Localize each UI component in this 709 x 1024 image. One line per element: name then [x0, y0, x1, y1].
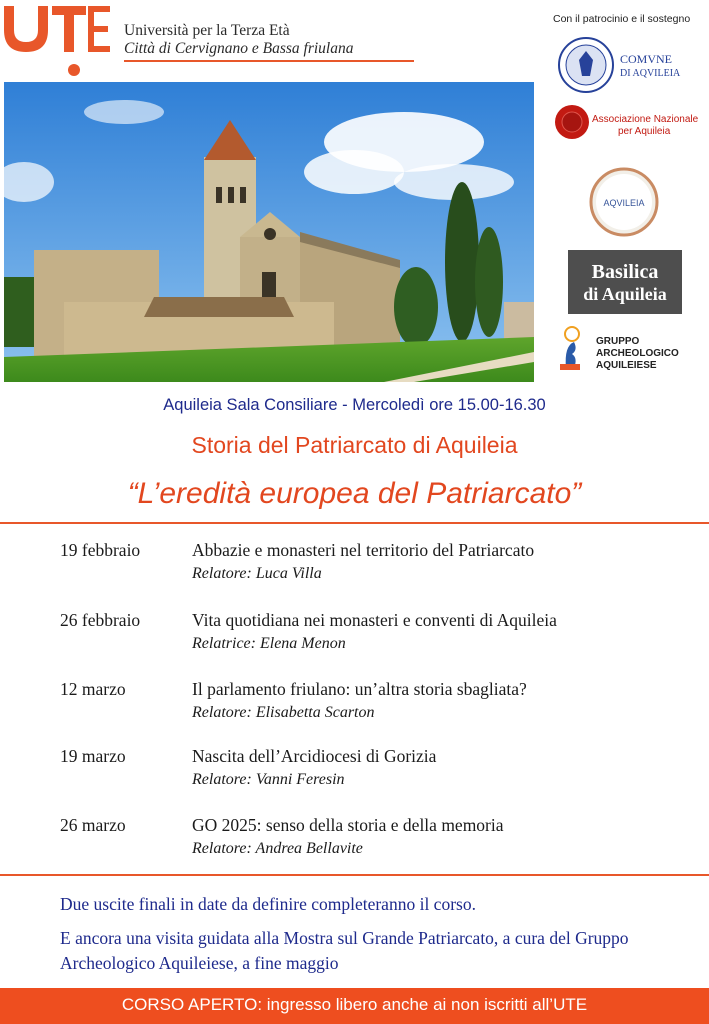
note-final-outings: Due uscite finali in date da definire completeranno il corso. — [60, 894, 476, 914]
basilica-line1: Basilica — [591, 261, 659, 283]
program-date: 26 febbraio — [60, 610, 141, 630]
program-topic: Abbazie e monasteri nel territorio del Patriarcato — [192, 540, 535, 560]
program-date: 19 febbraio — [60, 540, 141, 560]
program-topic: GO 2025: senso della storia e della memoria — [192, 815, 504, 835]
program-speaker: Relatrice: Elena Menon — [192, 635, 346, 652]
comune-aquileia-logo — [548, 36, 698, 94]
program-speaker: Relatore: Andrea Bellavite — [192, 840, 363, 857]
university-line2: Città di Cervignano e Bassa friulana — [124, 40, 354, 57]
ute-logo — [0, 0, 115, 78]
divider-bottom — [0, 874, 709, 876]
divider-top — [0, 522, 709, 524]
associazione-nazionale-logo — [548, 96, 698, 152]
gruppo-line1: GRUPPO — [596, 336, 640, 347]
aquileia-logo-text: AQVILEIA — [603, 198, 645, 208]
program-topic: Il parlamento friulano: un’altra storia sbagliata? — [192, 679, 527, 699]
gruppo-line3: AQUILEIESE — [596, 360, 657, 371]
program-speaker: Relatore: Elisabetta Scarton — [192, 704, 375, 721]
program-speaker: Relatore: Vanni Feresin — [192, 771, 345, 788]
venue-line: Aquileia Sala Consiliare - Mercoledì ore 15.00-16.30 — [163, 396, 546, 414]
course-subtitle: “L’eredità europea del Patriarcato” — [127, 477, 582, 510]
footer-text: CORSO APERTO: ingresso libero anche ai non iscritti all’UTE — [121, 995, 588, 1014]
aquileia-circle-logo — [548, 164, 698, 240]
note-guided-visit: E ancora una visita guidata alla Mostra sul Grande Patriarcato, a cura del Gruppo Archeologico Aquileiese, a fine maggio — [60, 928, 629, 973]
university-line1: Università per la Terza Età — [124, 22, 290, 39]
associazione-line2: per Aquileia — [618, 126, 671, 137]
program-speaker: Relatore: Luca Villa — [192, 565, 322, 582]
university-name — [124, 22, 354, 58]
comune-line1: COMVNE — [620, 52, 673, 66]
gruppo-line2: ARCHEOLOGICO — [596, 348, 679, 359]
program-date: 12 marzo — [60, 679, 126, 699]
associazione-line1: Associazione Nazionale — [592, 114, 698, 125]
gruppo-archeologico-logo — [548, 324, 698, 374]
header-underline — [124, 60, 414, 62]
basilica-photo — [4, 82, 534, 382]
basilica-aquileia-logo — [548, 250, 698, 314]
course-title: Storia del Patriarcato di Aquileia — [191, 432, 518, 458]
program-topic: Nascita dell’Arcidiocesi di Gorizia — [192, 746, 437, 766]
basilica-line2: di Aquileia — [583, 284, 667, 304]
program-date: 26 marzo — [60, 815, 126, 835]
patronage-label: Con il patrocinio e il sostegno — [553, 13, 691, 25]
program-topic: Vita quotidiana nei monasteri e conventi di Aquileia — [192, 610, 557, 630]
program-date: 19 marzo — [60, 746, 126, 766]
comune-line2: DI AQVILEIA — [620, 68, 681, 79]
